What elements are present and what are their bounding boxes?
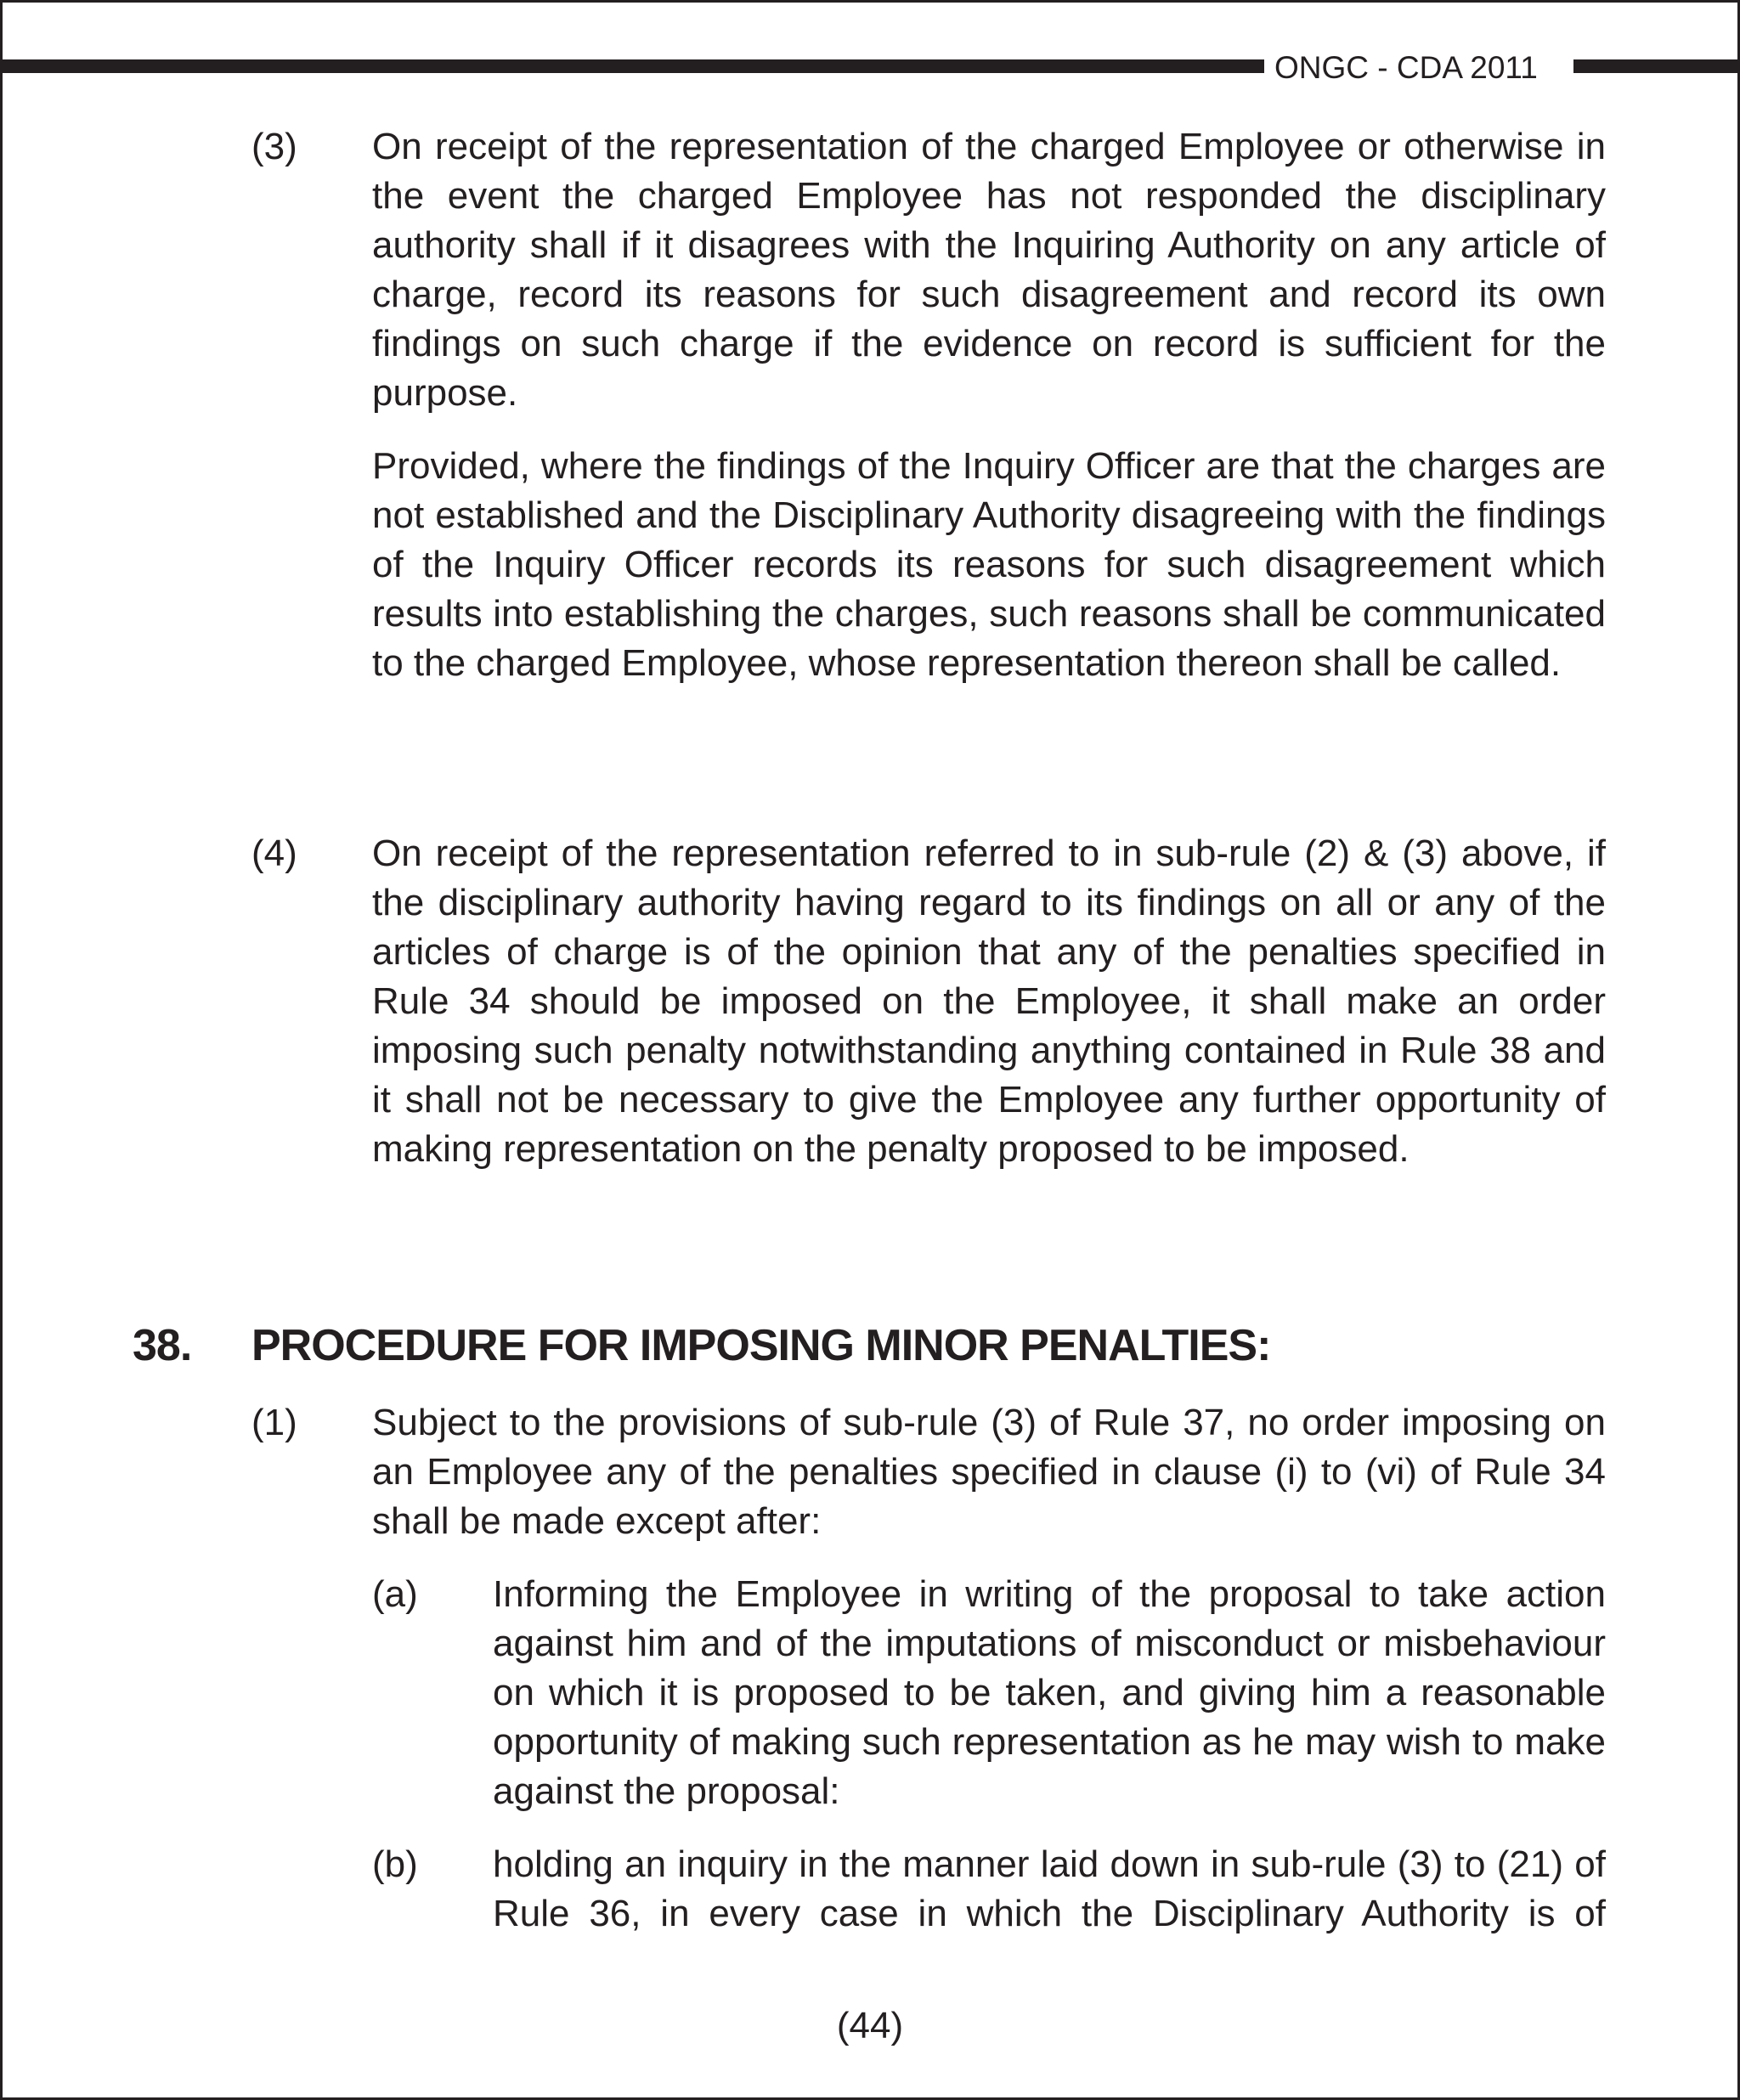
clause-a-text: Informing the Employee in writing of the proposal to take action against him and of the imputations of misconduct or misbehaviour on which it is proposed to be taken, and giving him a reasonable opportunity of making such representation as he may wish to make against the proposal: bbox=[493, 1573, 1606, 1812]
header-title: ONGC - CDA 2011 bbox=[1274, 50, 1538, 85]
clause-b-label: (b) bbox=[372, 1843, 418, 1885]
subrule-3-number: (3) bbox=[251, 126, 297, 167]
section-38-number: 38. bbox=[133, 1321, 192, 1370]
clause-b-text: holding an inquiry in the manner laid down in sub-rule (3) to (21) of Rule 36, in every case in which the Disciplinary Authority is of bbox=[493, 1843, 1606, 1934]
section-38-title: PROCEDURE FOR IMPOSING MINOR PENALTIES: bbox=[251, 1321, 1271, 1370]
clause-a-label: (a) bbox=[372, 1573, 418, 1615]
section-38-subrule-1-number: (1) bbox=[251, 1402, 297, 1443]
header-rule-right bbox=[1573, 59, 1740, 73]
subrule-3-text: On receipt of the representation of the charged Employee or otherwise in the event the charged Employee has not responded the disciplinary authority shall if it disagrees with the Inquiring Authority on any article of charge, record its reasons for such disagreement and record its own findings on such charge if the evidence on record is sufficient for the purpose. bbox=[372, 126, 1606, 414]
subrule-4-number: (4) bbox=[251, 833, 297, 874]
section-38-subrule-1-text: Subject to the provisions of sub-rule (3) of Rule 37, no order imposing on an Employee any of the penalties specified in clause (i) to (vi) of Rule 34 shall be made except after: bbox=[372, 1402, 1606, 1542]
page-number: (44) bbox=[836, 2005, 904, 2046]
header-rule-left bbox=[0, 59, 1264, 73]
subrule-3-proviso: Provided, where the findings of the Inquiry Officer are that the charges are not established and the Disciplinary Authority disagreeing with the findings of the Inquiry Officer records its reasons for such disagreement which results into establishing the charges, such reasons shall be communicated to the charged Employee, whose representation thereon shall be called. bbox=[372, 445, 1606, 684]
subrule-4-text: On receipt of the representation referred to in sub-rule (2) & (3) above, if the disciplinary authority having regard to its findings on all or any of the articles of charge is of the opinion that any of the penalties specified in Rule 34 should be imposed on the Employee, it shall make an order imposing such penalty notwithstanding anything contained in Rule 38 and it shall not be necessary to give the Employee any further opportunity of making representation on the penalty proposed to be imposed. bbox=[372, 833, 1606, 1170]
